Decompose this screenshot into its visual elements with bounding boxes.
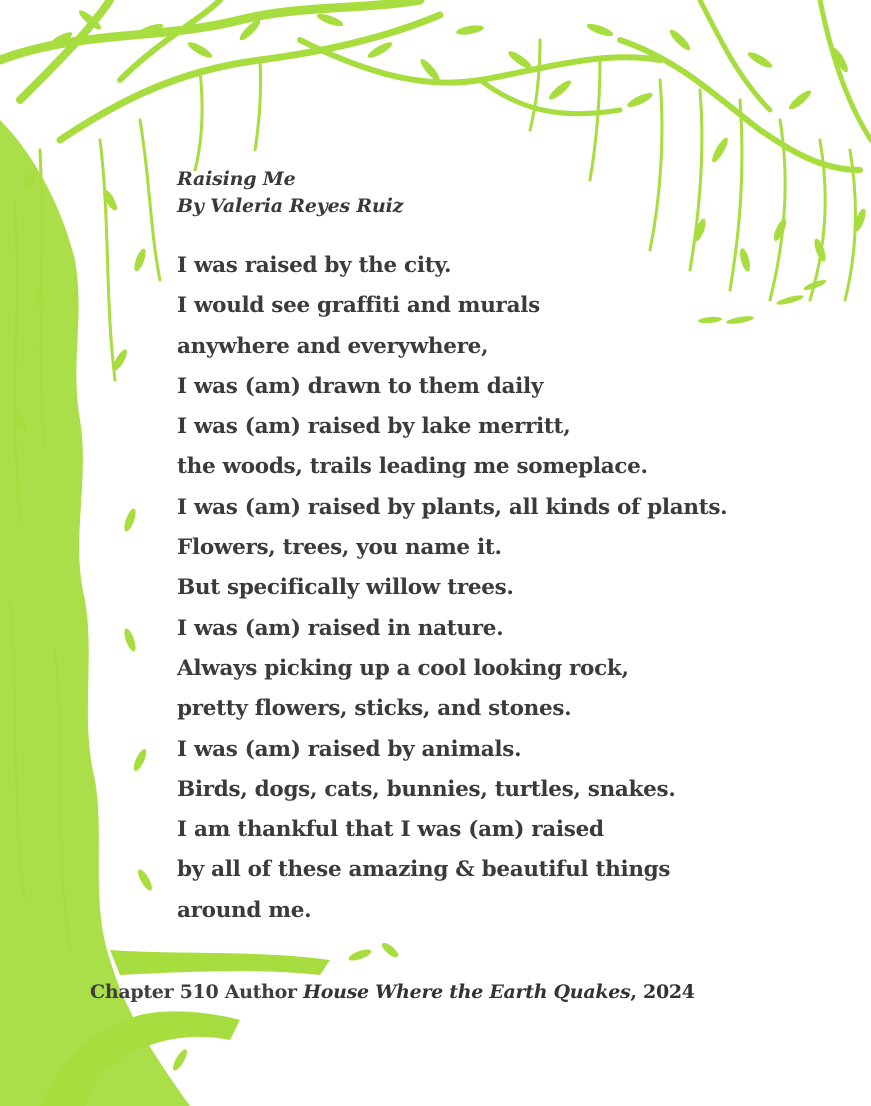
- poem-header: [177, 166, 403, 220]
- poem-line: I was (am) raised in nature.: [177, 615, 504, 641]
- credit-prefix: Chapter 510 Author: [90, 981, 297, 1003]
- poem-body: [177, 246, 727, 931]
- poem-line: the woods, trails leading me someplace.: [177, 454, 648, 480]
- poem-title: Raising Me: [177, 168, 296, 190]
- poem-line: But specifically willow trees.: [177, 575, 514, 601]
- poem-line: I was (am) raised by animals.: [177, 736, 522, 762]
- poem-line: pretty flowers, sticks, and stones.: [177, 696, 572, 722]
- poem-line: Birds, dogs, cats, bunnies, turtles, snakes.: [177, 776, 676, 802]
- poem-line: Always picking up a cool looking rock,: [177, 655, 629, 681]
- poem-line: I was raised by the city.: [177, 253, 452, 278]
- poem-byline: By Valeria Reyes Ruiz: [177, 195, 404, 217]
- poem-line: I was (am) drawn to them daily: [177, 373, 544, 399]
- author-credit: [90, 981, 695, 1003]
- poem-line: anywhere and everywhere,: [177, 333, 489, 359]
- poem-line: by all of these amazing & beautiful things: [177, 857, 671, 883]
- poem-line: around me.: [177, 897, 312, 923]
- poem-line: I was (am) raised by lake merritt,: [177, 414, 571, 440]
- poem-line: I was (am) raised by plants, all kinds of plants.: [177, 494, 728, 520]
- credit-book-title: House Where the Earth Quakes: [303, 981, 631, 1003]
- poem-line: I would see graffiti and murals: [177, 293, 540, 319]
- poem-line: I am thankful that I was (am) raised: [177, 817, 604, 843]
- credit-year: , 2024: [630, 981, 695, 1003]
- poem-line: Flowers, trees, you name it.: [177, 535, 502, 561]
